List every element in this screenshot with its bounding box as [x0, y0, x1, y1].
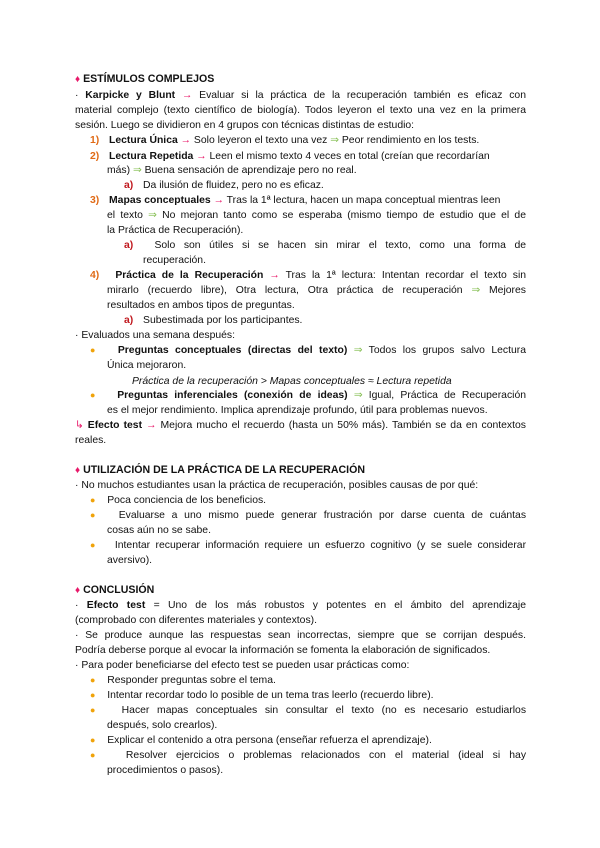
utilizacion-bullet-2: ● Evaluarse a uno mismo puede generar frustración por darse cuenta de cuántas	[90, 510, 527, 521]
bullet-icon: ●	[90, 540, 98, 550]
arrow-right-icon: →	[146, 420, 157, 431]
conclusion-p3: · Para poder beneficiarse del efecto test se pueden usar prácticas como:	[75, 660, 410, 671]
section-heading-conclusion: ♦ CONCLUSIÓN	[75, 584, 155, 596]
conclusion-bullet-4: ● Explicar el contenido a otra persona (enseñar refuerza el aprendizaje).	[90, 735, 432, 746]
double-arrow-icon: ⇒	[148, 210, 157, 221]
list-item-4: 4) Práctica de la Recuperación → Tras la 1ª lectura: Intentan recordar el texto sin	[90, 270, 527, 281]
utilizacion-bullet-3: ● Intentar recuperar información requiere un esfuerzo cognitivo (y se suele considerar	[90, 540, 527, 551]
list-item-3-cont: el texto ⇒ No mejoran tanto como se esperaba (mismo tiempo de estudio que el de	[107, 210, 526, 221]
list-item-4-sub: a) Subestimada por los participantes.	[124, 315, 303, 326]
hook-arrow-icon: ↳	[75, 420, 84, 431]
diamond-icon: ♦	[75, 585, 81, 596]
arrow-right-icon: →	[180, 135, 192, 146]
list-item-4-cont2: resultados en ambos tipos de preguntas.	[107, 300, 295, 311]
conclusion-bullet-3: ● Hacer mapas conceptuales sin consultar el texto (no es necesario estudiarlos	[90, 705, 527, 716]
comparison-note: Práctica de la recuperación > Mapas conceptuales ≈ Lectura repetida	[132, 376, 452, 387]
arrow-right-icon: →	[181, 90, 193, 101]
bullet-icon: ●	[90, 495, 96, 505]
list-item-2-sub: a) Da ilusión de fluidez, pero no es eficaz.	[124, 180, 324, 191]
double-arrow-icon: ⇒	[353, 390, 363, 401]
bullet-icon: ●	[90, 750, 102, 760]
bullet-icon: ●	[90, 390, 99, 400]
intro-line-1: · Karpicke y Blunt → Evaluar si la práctica de la recuperación también es eficaz con	[75, 90, 526, 101]
list-item-1: 1) Lectura Única → Solo leyeron el texto una vez ⇒ Peor rendimiento en los tests.	[90, 135, 480, 146]
diamond-icon: ♦	[75, 74, 81, 85]
conclusion-bullet-1: ● Responder preguntas sobre el tema.	[90, 675, 276, 686]
utilizacion-bullet-3-cont: aversivo).	[107, 555, 153, 566]
list-item-3-sub: a) Solo son útiles si se hacen sin mirar el texto, como una forma de	[124, 240, 526, 251]
section-heading-estimulos: ♦ ESTÍMULOS COMPLEJOS	[75, 73, 215, 85]
list-item-2: 2) Lectura Repetida → Leen el mismo texto 4 veces en total (creían que recordarían	[90, 151, 490, 162]
double-arrow-icon: ⇒	[132, 165, 142, 176]
bullet-icon: ●	[90, 690, 96, 700]
list-item-2-cont: más) ⇒ Buena sensación de aprendizaje pero no real.	[107, 165, 357, 176]
conclusion-bullet-2: ● Intentar recordar todo lo posible de un tema tras leerlo (recuerdo libre).	[90, 690, 434, 701]
bullet-icon: ●	[90, 675, 96, 685]
efecto-test-line: ↳ Efecto test → Mejora mucho el recuerdo (hasta un 50% más). También se da en contextos	[75, 420, 526, 431]
bullet-inferenciales: ● Preguntas inferenciales (conexión de ideas) ⇒ Igual, Práctica de Recuperación	[90, 390, 527, 401]
conclusion-p2: · Se produce aunque las respuestas sean incorrectas, siempre que se corrijan después.	[75, 630, 526, 641]
bullet-icon: ●	[90, 345, 99, 355]
utilizacion-bullet-1: ● Poca conciencia de los beneficios.	[90, 495, 267, 506]
bullet-icon: ●	[90, 735, 96, 745]
efecto-test-cont: reales.	[75, 435, 107, 446]
double-arrow-icon: ⇒	[353, 345, 363, 356]
bullet-icon: ●	[90, 510, 100, 520]
evaluados-line: · Evaluados una semana después:	[75, 330, 236, 341]
conclusion-bullet-5: ● Resolver ejercicios o problemas relacionados con el material (ideal si hay	[90, 750, 527, 761]
conclusion-p1-cont: (comprobado con diferentes materiales y contextos).	[75, 615, 317, 626]
conclusion-bullet-5-cont: procedimientos o pasos).	[107, 765, 224, 776]
conclusion-bullet-3-cont: después, solo crearlos).	[107, 720, 218, 731]
list-item-3: 3) Mapas conceptuales → Tras la 1ª lectura, hacen un mapa conceptual mientras leen	[90, 195, 501, 206]
arrow-right-icon: →	[196, 151, 207, 162]
intro-line-2: material complejo (texto científico de biología). Todos leyeron el texto una vez en la primera	[75, 105, 526, 116]
section-heading-utilizacion: ♦ UTILIZACIÓN DE LA PRÁCTICA DE LA RECUPERACIÓN	[75, 464, 365, 476]
bullet-conceptuales: ● Preguntas conceptuales (directas del texto) ⇒ Todos los grupos salvo Lectura	[90, 345, 527, 356]
bullet-conceptuales-cont: Única mejoraron.	[107, 360, 187, 371]
intro-line-3: sesión. Luego se dividieron en 4 grupos con técnicas distintas de estudio:	[75, 120, 415, 131]
arrow-right-icon: →	[269, 270, 280, 281]
conclusion-p2-cont: Podría deberse porque al evocar la información se fomenta la elaboración de significados.	[75, 645, 491, 656]
diamond-icon: ♦	[75, 465, 81, 476]
arrow-right-icon: →	[213, 195, 224, 206]
bullet-icon: ●	[90, 705, 101, 715]
list-item-3-sub-cont: recuperación.	[143, 255, 206, 266]
double-arrow-icon: ⇒	[330, 135, 339, 146]
utilizacion-intro: · No muchos estudiantes usan la práctica de recuperación, posibles causas de por qué:	[75, 480, 479, 491]
conclusion-p1: · Efecto test = Uno de los más robustos y potentes en el ámbito del aprendizaje	[75, 600, 527, 611]
bullet-inferenciales-cont: es el mejor rendimiento. Implica aprendizaje profundo, útil para problemas nuevos.	[107, 405, 488, 416]
list-item-4-cont: mirarlo (recuerdo libre), Otra lectura, Otra práctica de recuperación ⇒ Mejores	[107, 285, 526, 296]
double-arrow-icon: ⇒	[471, 285, 481, 296]
utilizacion-bullet-2-cont: cosas aún no se sabe.	[107, 525, 211, 536]
list-item-3-cont2: la Práctica de Recuperación).	[107, 225, 244, 236]
